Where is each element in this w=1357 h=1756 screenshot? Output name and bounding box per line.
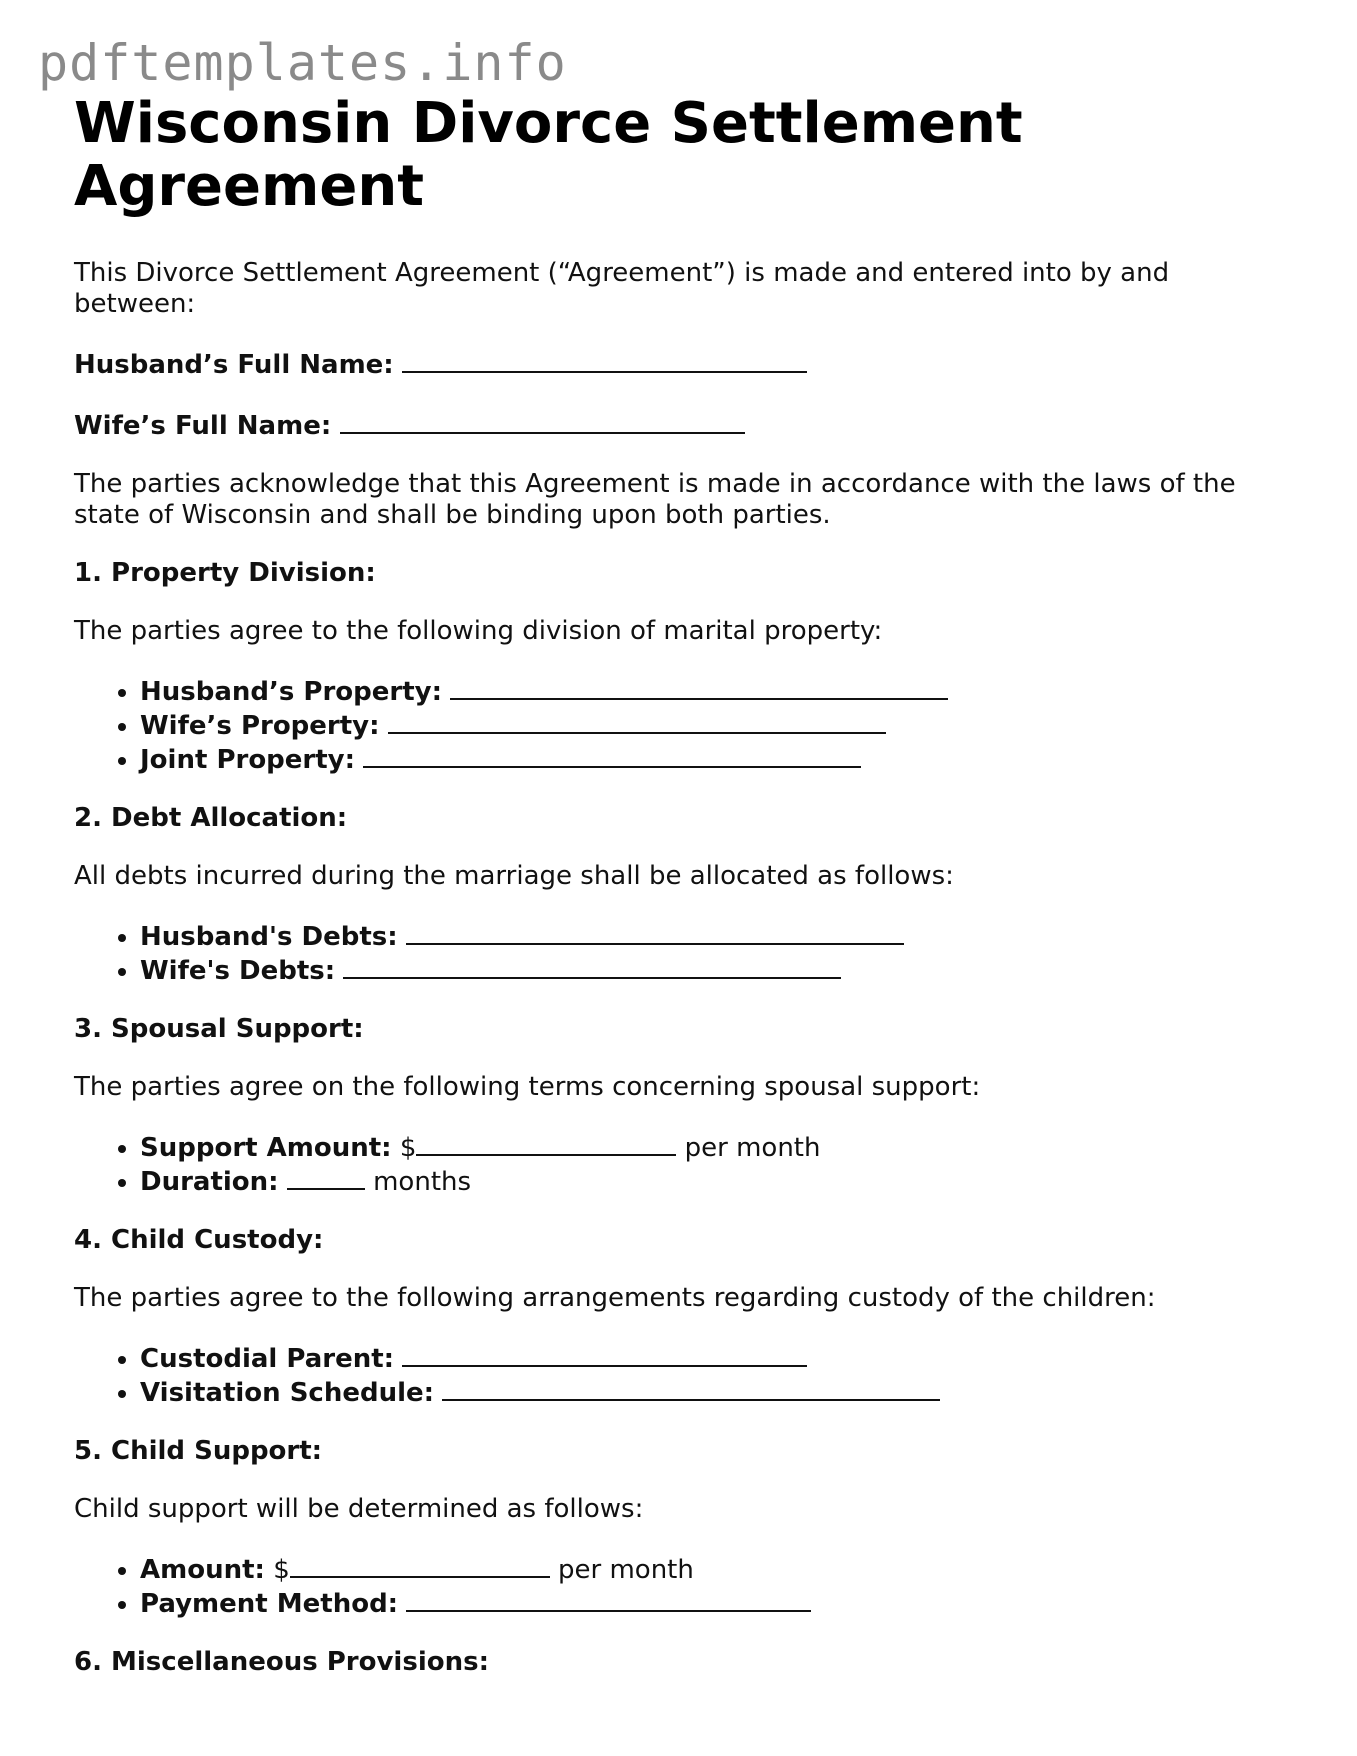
section-heading-spousal-support: 3. Spousal Support: bbox=[74, 1014, 364, 1044]
visitation-schedule-field[interactable] bbox=[442, 1375, 940, 1401]
support-amount-label: Support Amount: bbox=[140, 1133, 392, 1163]
list-item bbox=[140, 674, 1274, 708]
child-custody-list bbox=[74, 1341, 1274, 1409]
list-item bbox=[140, 1164, 1274, 1198]
section-heading-child-support: 5. Child Support: bbox=[74, 1436, 323, 1466]
per-month-text: per month bbox=[558, 1555, 694, 1585]
payment-method-field[interactable] bbox=[406, 1586, 811, 1612]
wife-property-label: Wife’s Property: bbox=[140, 711, 380, 741]
child-support-amount-label: Amount: bbox=[140, 1555, 265, 1585]
spousal-support-text: The parties agree on the following terms concerning spousal support: bbox=[74, 1072, 981, 1102]
husband-property-field[interactable] bbox=[450, 674, 948, 700]
wife-debts-field[interactable] bbox=[343, 953, 841, 979]
husband-debts-label: Husband's Debts: bbox=[140, 922, 398, 952]
property-text: The parties agree to the following division of marital property: bbox=[74, 616, 883, 646]
joint-property-label: Joint Property: bbox=[140, 745, 356, 775]
wife-name-label: Wife’s Full Name: bbox=[74, 411, 332, 441]
child-support-amount-field[interactable] bbox=[290, 1552, 550, 1578]
list-item bbox=[140, 1341, 1274, 1375]
child-support-list bbox=[74, 1552, 1274, 1620]
husband-debts-field[interactable] bbox=[406, 919, 904, 945]
custodial-parent-field[interactable] bbox=[402, 1341, 807, 1367]
watermark-logo: pdftemplates.info bbox=[38, 34, 567, 92]
intro-paragraph: This Divorce Settlement Agreement (“Agreement”) is made and entered into by and between: bbox=[74, 258, 1170, 319]
spousal-support-list bbox=[74, 1130, 1274, 1198]
child-support-text: Child support will be determined as follows: bbox=[74, 1494, 644, 1524]
list-item bbox=[140, 1130, 1274, 1164]
section-heading-child-custody: 4. Child Custody: bbox=[74, 1225, 324, 1255]
list-item bbox=[140, 708, 1274, 742]
child-custody-text: The parties agree to the following arrangements regarding custody of the children: bbox=[74, 1283, 1156, 1313]
document-body bbox=[74, 92, 1274, 1705]
duration-field[interactable] bbox=[287, 1164, 365, 1190]
list-item bbox=[140, 742, 1274, 776]
section-heading-misc: 6. Miscellaneous Provisions: bbox=[74, 1647, 489, 1677]
acknowledgement-paragraph: The parties acknowledge that this Agreement is made in accordance with the laws of the state of Wisconsin and shall be binding upon both parties. bbox=[74, 469, 1236, 530]
property-list bbox=[74, 674, 1274, 776]
list-item bbox=[140, 953, 1274, 987]
per-month-text: per month bbox=[684, 1133, 821, 1163]
debt-list bbox=[74, 919, 1274, 987]
husband-property-label: Husband’s Property: bbox=[140, 677, 443, 707]
wife-name-line bbox=[74, 408, 1274, 442]
currency-symbol: $ bbox=[399, 1133, 417, 1163]
husband-name-label: Husband’s Full Name: bbox=[74, 350, 394, 380]
list-item bbox=[140, 1586, 1274, 1620]
list-item bbox=[140, 1375, 1274, 1409]
list-item bbox=[140, 919, 1274, 953]
currency-symbol: $ bbox=[273, 1555, 290, 1585]
debt-text: All debts incurred during the marriage shall be allocated as follows: bbox=[74, 861, 954, 891]
visitation-schedule-label: Visitation Schedule: bbox=[140, 1378, 435, 1408]
support-amount-field[interactable] bbox=[416, 1130, 676, 1156]
months-text: months bbox=[373, 1167, 472, 1197]
section-heading-debt: 2. Debt Allocation: bbox=[74, 803, 348, 833]
husband-name-field[interactable] bbox=[402, 347, 807, 373]
document-title: Wisconsin Divorce Settlement Agreement bbox=[74, 91, 1023, 219]
wife-debts-label: Wife's Debts: bbox=[140, 956, 336, 986]
custodial-parent-label: Custodial Parent: bbox=[140, 1344, 395, 1374]
section-heading-property: 1. Property Division: bbox=[74, 558, 376, 588]
husband-name-line bbox=[74, 347, 1274, 381]
wife-property-field[interactable] bbox=[388, 708, 886, 734]
list-item bbox=[140, 1552, 1274, 1586]
wife-name-field[interactable] bbox=[340, 408, 745, 434]
joint-property-field[interactable] bbox=[363, 742, 861, 768]
duration-label: Duration: bbox=[140, 1167, 279, 1197]
payment-method-label: Payment Method: bbox=[140, 1589, 399, 1619]
